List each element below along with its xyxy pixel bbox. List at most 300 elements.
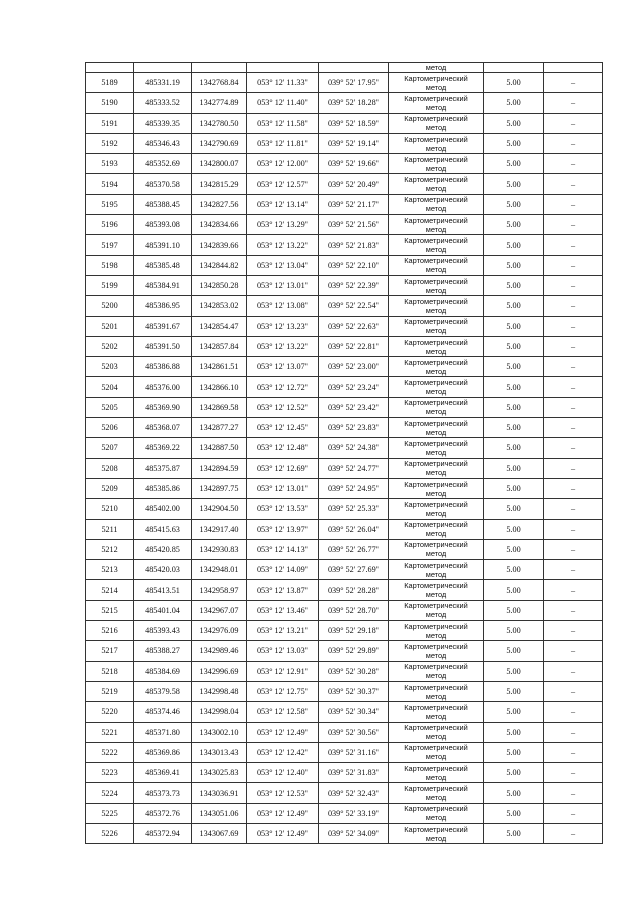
- longitude-cell: 039° 52' 30.56": [319, 722, 389, 742]
- latitude-cell: 053° 12' 12.48": [247, 438, 319, 458]
- dash-cell: –: [544, 641, 603, 661]
- accuracy-cell: 5.00: [484, 377, 544, 397]
- accuracy-cell: 5.00: [484, 641, 544, 661]
- y-coordinate-cell: 1342780.50: [192, 113, 247, 133]
- x-coordinate-cell: 485388.45: [134, 194, 192, 214]
- table-cell: [544, 63, 603, 73]
- table-row: [86, 174, 603, 194]
- point-number-cell: 5196: [86, 215, 134, 235]
- longitude-cell: 039° 52' 29.89": [319, 641, 389, 661]
- table-row: [86, 316, 603, 336]
- dash-cell: –: [544, 499, 603, 519]
- dash-cell: –: [544, 478, 603, 498]
- y-coordinate-cell: 1343002.10: [192, 722, 247, 742]
- accuracy-cell: 5.00: [484, 215, 544, 235]
- method-cell: [389, 661, 484, 681]
- longitude-cell: 039° 52' 24.77": [319, 458, 389, 478]
- x-coordinate-cell: 485393.08: [134, 215, 192, 235]
- point-number-cell: 5211: [86, 519, 134, 539]
- longitude-cell: 039° 52' 28.28": [319, 580, 389, 600]
- method-line1: Картометрический: [404, 114, 468, 124]
- latitude-cell: 053° 12' 13.23": [247, 316, 319, 336]
- latitude-cell: 053° 12' 12.00": [247, 154, 319, 174]
- table-cell: [247, 63, 319, 73]
- point-number-cell: 5198: [86, 255, 134, 275]
- method-cell: [389, 621, 484, 641]
- longitude-cell: 039° 52' 27.69": [319, 560, 389, 580]
- y-coordinate-cell: 1342790.69: [192, 133, 247, 153]
- longitude-cell: 039° 52' 30.34": [319, 702, 389, 722]
- method-line1: Картометрический: [404, 175, 468, 185]
- y-coordinate-cell: 1342827.56: [192, 194, 247, 214]
- point-number-cell: 5190: [86, 93, 134, 113]
- method-line1: Картометрический: [404, 763, 468, 773]
- x-coordinate-cell: 485413.51: [134, 580, 192, 600]
- dash-cell: –: [544, 580, 603, 600]
- longitude-cell: 039° 52' 22.63": [319, 316, 389, 336]
- y-coordinate-cell: 1342887.50: [192, 438, 247, 458]
- table-cell: [484, 63, 544, 73]
- method-line1: Картометрический: [404, 479, 468, 489]
- x-coordinate-cell: 485371.80: [134, 722, 192, 742]
- y-coordinate-cell: 1342861.51: [192, 357, 247, 377]
- dash-cell: –: [544, 722, 603, 742]
- x-coordinate-cell: 485402.00: [134, 499, 192, 519]
- latitude-cell: 053° 12' 11.81": [247, 133, 319, 153]
- method-line2: метод: [425, 752, 447, 762]
- accuracy-cell: 5.00: [484, 255, 544, 275]
- method-cell: [389, 722, 484, 742]
- x-coordinate-cell: 485370.58: [134, 174, 192, 194]
- dash-cell: –: [544, 93, 603, 113]
- table-row: [86, 661, 603, 681]
- latitude-cell: 053° 12' 12.52": [247, 397, 319, 417]
- method-cell: [389, 681, 484, 701]
- x-coordinate-cell: 485384.91: [134, 275, 192, 295]
- dash-cell: –: [544, 742, 603, 762]
- y-coordinate-cell: 1342897.75: [192, 478, 247, 498]
- point-number-cell: 5220: [86, 702, 134, 722]
- table-row: [86, 478, 603, 498]
- method-line1: Картометрический: [404, 682, 468, 692]
- y-coordinate-cell: 1342877.27: [192, 418, 247, 438]
- method-line2: метод: [425, 387, 447, 397]
- table-row: [86, 194, 603, 214]
- longitude-cell: 039° 52' 31.83": [319, 763, 389, 783]
- table-row: [86, 336, 603, 356]
- method-line1: Картометрический: [404, 743, 468, 753]
- method-line1: Картометрический: [404, 621, 468, 631]
- method-line2: метод: [425, 508, 447, 518]
- longitude-cell: 039° 52' 19.66": [319, 154, 389, 174]
- method-line2: метод: [425, 245, 447, 255]
- method-line1: Картометрический: [404, 73, 468, 83]
- accuracy-cell: 5.00: [484, 702, 544, 722]
- dash-cell: –: [544, 823, 603, 843]
- dash-cell: –: [544, 194, 603, 214]
- longitude-cell: 039° 52' 21.17": [319, 194, 389, 214]
- y-coordinate-cell: 1342854.47: [192, 316, 247, 336]
- method-cell: [389, 336, 484, 356]
- x-coordinate-cell: 485373.73: [134, 783, 192, 803]
- method-cell: [389, 215, 484, 235]
- table-row: [86, 722, 603, 742]
- latitude-cell: 053° 12' 13.29": [247, 215, 319, 235]
- table-row: [86, 418, 603, 438]
- point-number-cell: 5217: [86, 641, 134, 661]
- method-line1: Картометрический: [404, 560, 468, 570]
- point-number-cell: 5202: [86, 336, 134, 356]
- method-cell: [389, 397, 484, 417]
- method-cell: [389, 194, 484, 214]
- method-cell: [389, 519, 484, 539]
- latitude-cell: 053° 12' 12.49": [247, 823, 319, 843]
- accuracy-cell: 5.00: [484, 73, 544, 93]
- method-line2: метод: [425, 265, 447, 275]
- latitude-cell: 053° 12' 11.40": [247, 93, 319, 113]
- accuracy-cell: 5.00: [484, 519, 544, 539]
- dash-cell: –: [544, 316, 603, 336]
- table-row: [86, 560, 603, 580]
- point-number-cell: 5194: [86, 174, 134, 194]
- accuracy-cell: 5.00: [484, 681, 544, 701]
- x-coordinate-cell: 485375.87: [134, 458, 192, 478]
- dash-cell: –: [544, 296, 603, 316]
- method-line1: Картометрический: [404, 357, 468, 367]
- accuracy-cell: 5.00: [484, 336, 544, 356]
- table-row: [86, 154, 603, 174]
- method-cell: [389, 823, 484, 843]
- longitude-cell: 039° 52' 24.38": [319, 438, 389, 458]
- y-coordinate-cell: 1342850.28: [192, 275, 247, 295]
- y-coordinate-cell: 1342948.01: [192, 560, 247, 580]
- point-number-cell: 5191: [86, 113, 134, 133]
- method-line2: метод: [425, 143, 447, 153]
- longitude-cell: 039° 52' 18.59": [319, 113, 389, 133]
- x-coordinate-cell: 485391.50: [134, 336, 192, 356]
- accuracy-cell: 5.00: [484, 539, 544, 559]
- dash-cell: –: [544, 133, 603, 153]
- table-row: [86, 823, 603, 843]
- y-coordinate-cell: 1343067.69: [192, 823, 247, 843]
- longitude-cell: 039° 52' 29.18": [319, 621, 389, 641]
- table-row: [86, 702, 603, 722]
- longitude-cell: 039° 52' 21.56": [319, 215, 389, 235]
- method-line2: метод: [425, 326, 447, 336]
- method-line1: Картометрический: [404, 398, 468, 408]
- latitude-cell: 053° 12' 13.97": [247, 519, 319, 539]
- table-row: [86, 377, 603, 397]
- longitude-cell: 039° 52' 32.43": [319, 783, 389, 803]
- table-row: [86, 681, 603, 701]
- point-number-cell: 5200: [86, 296, 134, 316]
- method-line1: Картометрический: [404, 540, 468, 550]
- method-line1: Картометрический: [404, 702, 468, 712]
- accuracy-cell: 5.00: [484, 580, 544, 600]
- x-coordinate-cell: 485339.35: [134, 113, 192, 133]
- latitude-cell: 053° 12' 13.46": [247, 600, 319, 620]
- method-line2: метод: [425, 833, 447, 843]
- latitude-cell: 053° 12' 13.53": [247, 499, 319, 519]
- method-line1: Картометрический: [404, 215, 468, 225]
- table-row: [86, 73, 603, 93]
- dash-cell: –: [544, 661, 603, 681]
- point-number-cell: 5223: [86, 763, 134, 783]
- method-line2: метод: [425, 772, 447, 782]
- method-line1: Картометрический: [404, 723, 468, 733]
- x-coordinate-cell: 485385.48: [134, 255, 192, 275]
- method-line2: метод: [425, 366, 447, 376]
- method-line1: Картометрический: [404, 641, 468, 651]
- latitude-cell: 053° 12' 13.03": [247, 641, 319, 661]
- latitude-cell: 053° 12' 13.21": [247, 621, 319, 641]
- method-cell: [389, 316, 484, 336]
- method-cell: [389, 357, 484, 377]
- longitude-cell: 039° 52' 19.14": [319, 133, 389, 153]
- y-coordinate-cell: 1342976.09: [192, 621, 247, 641]
- method-line1: Картометрический: [404, 784, 468, 794]
- method-line1: Картометрический: [404, 520, 468, 530]
- y-coordinate-cell: 1342958.97: [192, 580, 247, 600]
- y-coordinate-cell: 1343036.91: [192, 783, 247, 803]
- method-line2: метод: [425, 711, 447, 721]
- dash-cell: –: [544, 763, 603, 783]
- y-coordinate-cell: 1342967.07: [192, 600, 247, 620]
- longitude-cell: 039° 52' 24.95": [319, 478, 389, 498]
- point-number-cell: 5189: [86, 73, 134, 93]
- y-coordinate-cell: 1342904.50: [192, 499, 247, 519]
- dash-cell: –: [544, 275, 603, 295]
- longitude-cell: 039° 52' 28.70": [319, 600, 389, 620]
- method-line1: Картометрический: [404, 236, 468, 246]
- table-row: [86, 458, 603, 478]
- x-coordinate-cell: 485393.43: [134, 621, 192, 641]
- method-line2: метод: [425, 813, 447, 823]
- y-coordinate-cell: 1342768.84: [192, 73, 247, 93]
- point-number-cell: 5209: [86, 478, 134, 498]
- method-line1: Картометрический: [404, 378, 468, 388]
- method-line2: метод: [425, 346, 447, 356]
- method-cell: [389, 600, 484, 620]
- latitude-cell: 053° 12' 12.53": [247, 783, 319, 803]
- latitude-cell: 053° 12' 11.33": [247, 73, 319, 93]
- table-row: [86, 539, 603, 559]
- longitude-cell: 039° 52' 20.49": [319, 174, 389, 194]
- method-line1: Картометрический: [404, 134, 468, 144]
- dash-cell: –: [544, 357, 603, 377]
- dash-cell: –: [544, 803, 603, 823]
- method-line1: Картометрический: [404, 662, 468, 672]
- point-number-cell: 5201: [86, 316, 134, 336]
- accuracy-cell: 5.00: [484, 235, 544, 255]
- x-coordinate-cell: 485388.27: [134, 641, 192, 661]
- method-cell: [389, 93, 484, 113]
- latitude-cell: 053° 12' 12.58": [247, 702, 319, 722]
- y-coordinate-cell: 1343013.43: [192, 742, 247, 762]
- accuracy-cell: 5.00: [484, 823, 544, 843]
- latitude-cell: 053° 12' 13.14": [247, 194, 319, 214]
- table-cell: [192, 63, 247, 73]
- x-coordinate-cell: 485420.03: [134, 560, 192, 580]
- point-number-cell: 5207: [86, 438, 134, 458]
- method-line1: Картометрический: [404, 418, 468, 428]
- latitude-cell: 053° 12' 12.72": [247, 377, 319, 397]
- point-number-cell: 5208: [86, 458, 134, 478]
- method-line2: метод: [425, 569, 447, 579]
- y-coordinate-cell: 1342844.82: [192, 255, 247, 275]
- dash-cell: –: [544, 255, 603, 275]
- method-cell: [389, 702, 484, 722]
- method-line2: метод: [425, 102, 447, 112]
- latitude-cell: 053° 12' 14.09": [247, 560, 319, 580]
- y-coordinate-cell: 1342869.58: [192, 397, 247, 417]
- dash-cell: –: [544, 215, 603, 235]
- point-number-cell: 5206: [86, 418, 134, 438]
- table-row: [86, 763, 603, 783]
- dash-cell: –: [544, 397, 603, 417]
- method-cell: [389, 742, 484, 762]
- latitude-cell: 053° 12' 13.04": [247, 255, 319, 275]
- method-cell: [389, 499, 484, 519]
- latitude-cell: 053° 12' 12.40": [247, 763, 319, 783]
- point-number-cell: 5221: [86, 722, 134, 742]
- method-cell: [389, 580, 484, 600]
- x-coordinate-cell: 485369.90: [134, 397, 192, 417]
- method-line2: метод: [425, 630, 447, 640]
- table-body: [86, 63, 603, 844]
- method-fragment: метод: [389, 63, 484, 73]
- method-line2: метод: [425, 610, 447, 620]
- longitude-cell: 039° 52' 26.04": [319, 519, 389, 539]
- method-cell: [389, 438, 484, 458]
- point-number-cell: 5197: [86, 235, 134, 255]
- method-cell: [389, 133, 484, 153]
- method-cell: [389, 458, 484, 478]
- longitude-cell: 039° 52' 26.77": [319, 539, 389, 559]
- method-line1: Картометрический: [404, 824, 468, 834]
- accuracy-cell: 5.00: [484, 93, 544, 113]
- y-coordinate-cell: 1342998.04: [192, 702, 247, 722]
- longitude-cell: 039° 52' 34.09": [319, 823, 389, 843]
- accuracy-cell: 5.00: [484, 438, 544, 458]
- y-coordinate-cell: 1342834.66: [192, 215, 247, 235]
- point-number-cell: 5212: [86, 539, 134, 559]
- point-number-cell: 5204: [86, 377, 134, 397]
- dash-cell: –: [544, 621, 603, 641]
- dash-cell: –: [544, 560, 603, 580]
- accuracy-cell: 5.00: [484, 357, 544, 377]
- x-coordinate-cell: 485391.10: [134, 235, 192, 255]
- dash-cell: –: [544, 235, 603, 255]
- method-cell: [389, 377, 484, 397]
- point-number-cell: 5195: [86, 194, 134, 214]
- method-cell: [389, 641, 484, 661]
- method-line2: метод: [425, 691, 447, 701]
- accuracy-cell: 5.00: [484, 133, 544, 153]
- accuracy-cell: 5.00: [484, 154, 544, 174]
- table-row: [86, 357, 603, 377]
- method-cell: [389, 783, 484, 803]
- y-coordinate-cell: 1342800.07: [192, 154, 247, 174]
- method-line2: метод: [425, 82, 447, 92]
- point-number-cell: 5215: [86, 600, 134, 620]
- accuracy-cell: 5.00: [484, 275, 544, 295]
- method-cell: [389, 235, 484, 255]
- method-line2: метод: [425, 650, 447, 660]
- longitude-cell: 039° 52' 22.81": [319, 336, 389, 356]
- table-row: [86, 397, 603, 417]
- x-coordinate-cell: 485376.00: [134, 377, 192, 397]
- method-line1: Картометрический: [404, 499, 468, 509]
- method-line1: Картометрический: [404, 601, 468, 611]
- x-coordinate-cell: 485379.58: [134, 681, 192, 701]
- point-number-cell: 5224: [86, 783, 134, 803]
- method-cell: [389, 154, 484, 174]
- method-line1: Картометрический: [404, 337, 468, 347]
- method-cell: [389, 763, 484, 783]
- longitude-cell: 039° 52' 22.10": [319, 255, 389, 275]
- method-cell: [389, 418, 484, 438]
- table-row: [86, 438, 603, 458]
- y-coordinate-cell: 1343025.83: [192, 763, 247, 783]
- x-coordinate-cell: 485369.22: [134, 438, 192, 458]
- longitude-cell: 039° 52' 30.28": [319, 661, 389, 681]
- accuracy-cell: 5.00: [484, 499, 544, 519]
- method-line2: метод: [425, 427, 447, 437]
- accuracy-cell: 5.00: [484, 458, 544, 478]
- method-line2: метод: [425, 407, 447, 417]
- y-coordinate-cell: 1343051.06: [192, 803, 247, 823]
- x-coordinate-cell: 485415.63: [134, 519, 192, 539]
- accuracy-cell: 5.00: [484, 763, 544, 783]
- x-coordinate-cell: 485372.94: [134, 823, 192, 843]
- longitude-cell: 039° 52' 31.16": [319, 742, 389, 762]
- accuracy-cell: 5.00: [484, 296, 544, 316]
- method-line2: метод: [425, 184, 447, 194]
- x-coordinate-cell: 485386.95: [134, 296, 192, 316]
- accuracy-cell: 5.00: [484, 661, 544, 681]
- dash-cell: –: [544, 600, 603, 620]
- dash-cell: –: [544, 418, 603, 438]
- method-line1: Картометрический: [404, 804, 468, 814]
- accuracy-cell: 5.00: [484, 194, 544, 214]
- table-row: [86, 296, 603, 316]
- table-row: [86, 113, 603, 133]
- latitude-cell: 053° 12' 13.87": [247, 580, 319, 600]
- method-cell: [389, 296, 484, 316]
- point-number-cell: 5192: [86, 133, 134, 153]
- method-cell: [389, 113, 484, 133]
- method-line2: метод: [425, 732, 447, 742]
- table-row: [86, 621, 603, 641]
- table-cell: [319, 63, 389, 73]
- table-row: [86, 742, 603, 762]
- dash-cell: –: [544, 438, 603, 458]
- point-number-cell: 5193: [86, 154, 134, 174]
- longitude-cell: 039° 52' 22.39": [319, 275, 389, 295]
- latitude-cell: 053° 12' 12.57": [247, 174, 319, 194]
- longitude-cell: 039° 52' 17.95": [319, 73, 389, 93]
- latitude-cell: 053° 12' 13.01": [247, 478, 319, 498]
- longitude-cell: 039° 52' 33.19": [319, 803, 389, 823]
- x-coordinate-cell: 485372.76: [134, 803, 192, 823]
- table-row: [86, 133, 603, 153]
- method-line2: метод: [425, 529, 447, 539]
- method-line2: метод: [425, 488, 447, 498]
- y-coordinate-cell: 1342857.84: [192, 336, 247, 356]
- dash-cell: –: [544, 539, 603, 559]
- dash-cell: –: [544, 113, 603, 133]
